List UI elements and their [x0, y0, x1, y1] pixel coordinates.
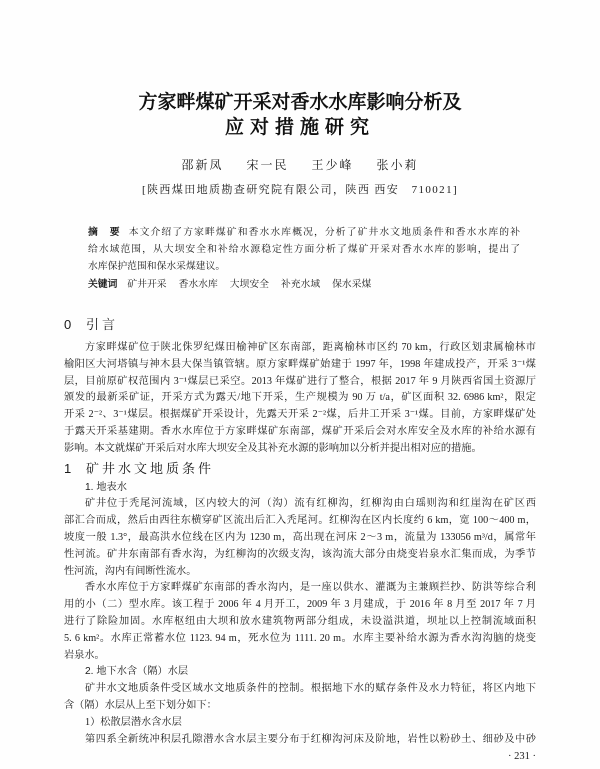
reservoir-paragraph [64, 580, 536, 664]
abstract-label: 摘 要 [88, 227, 121, 238]
text-line: 第四系全新统冲积层孔隙潜水含水层主要分布于红柳沟河床及阶地，岩性以粉砂土、细砂及中砂 [85, 733, 536, 745]
abstract [88, 224, 520, 293]
text-line: 矿井水文地质条件受区域水文地质条件的控制。根据地下水的赋存条件及水力特征，将区内地下 [85, 683, 536, 695]
text-line: 榆阳区大河塔镇与神木县大保当镇管辖。原方家畔煤矿始建于 1997 年，1998 年建成投产，开采 3⁻¹煤 [64, 358, 536, 370]
subsection-heading: 1. 地表水 [85, 481, 127, 493]
body-column [64, 314, 536, 748]
text-line: 坡度一般 1.3°，最高洪水位线在区内为 1230 m，高出现在河床 2～3 m，流量为 133056 m³/d，属常年 [64, 531, 536, 543]
text-line: 性河流，沟内有间断性流水。 [64, 565, 197, 577]
subsection-heading: 2. 地下水含（隔）水层 [85, 666, 189, 678]
text-line: 用的小（二）型水库。该工程于 2006 年 4 月开工，2009 年 3 月建成，于 2016 年 8 月至 2017 年 7 月 [64, 599, 536, 611]
text-line: 开采 2⁻²、3⁻¹煤层。根据煤矿开采设计，先露天开采 2⁻²煤，后井工开采 3⁻¹煤。目前，方家畔煤矿处 [64, 409, 536, 421]
groundwater-paragraph [64, 681, 536, 715]
section-heading [64, 458, 536, 480]
introduction-paragraph [64, 340, 536, 458]
section-title: 引言 [86, 317, 119, 332]
author-name: 宋一民 [246, 158, 289, 172]
text-line: 颁发的最新采矿证，开采方式为露天/地下开采，生产规模为 90 万 t/a，矿区面积 32. 6986 km²，限定 [64, 392, 536, 404]
keywords-label: 关键词 [88, 278, 118, 290]
title-line: 应对措施研究 [224, 117, 375, 138]
paper-title [0, 90, 600, 140]
section-number: 1 [64, 460, 72, 476]
page-number: · 231 · [508, 751, 536, 762]
text-line: 矿井位于秃尾河流域，区内较大的河（沟）流有红柳沟，红柳沟由白瑶则沟和红崖沟在矿区西 [85, 498, 536, 510]
text-line: 岩泉水。 [64, 649, 105, 661]
keyword: 大坝安全 [229, 278, 269, 290]
section-title: 矿井水文地质条件 [86, 460, 215, 476]
text-line: 5. 6 km²。水库正常蓄水位 1123. 94 m，死水位为 1111. 20 m。水库主要补给水源为香水沟沟脑的烧变 [64, 632, 536, 644]
list-item-heading: 1）松散层潜水含水层 [85, 716, 182, 728]
keyword: 矿井开采 [127, 278, 167, 290]
title-line: 方家畔煤矿开采对香水水库影响分析及 [138, 92, 462, 113]
aquifer-paragraph [64, 732, 536, 749]
text-line: 部汇合而成，然后由西往东横穿矿区流出后汇入秃尾河。红柳沟在区内长度约 6 km，宽 100～400 m， [64, 515, 536, 527]
text-line: 层，目前原矿权范围内 3⁻¹煤层已采空。2013 年煤矿进行了整合，根据 2017 年 9 月陕西省国土资源厅 [64, 375, 536, 387]
author-list [0, 156, 600, 174]
author-name: 王少峰 [311, 158, 354, 172]
text-line: 含（隔）水层从上至下划分如下： [64, 699, 217, 711]
author-name: 张小莉 [376, 158, 419, 172]
abstract-line: 给水域范围，从大坝安全和补给水源稳定性方面分析了煤矿开采对香水水库的影响，提出了 [88, 244, 520, 256]
keywords [88, 276, 520, 293]
text-line: 进行了除险加固。水库枢纽由大坝和放水建筑物两部分组成，未设溢洪道，坝址以上控制流域面积 [64, 615, 536, 627]
abstract-line [88, 224, 520, 241]
text-line: 性河流。矿井东南部有香水沟，为红柳沟的次级支沟，该沟流大部分由烧变岩泉水汇集而成，为季节 [64, 548, 536, 560]
affiliation: [陕西煤田地质勘查研究院有限公司，陕西 西安 710021] [141, 184, 459, 196]
text-line: 香水水库位于方家畔煤矿东南部的香水沟内，是一座以供水、灌溉为主兼顾拦抄、防洪等综合利 [85, 582, 536, 594]
section-number: 0 [64, 317, 72, 332]
keyword: 补充水域 [280, 278, 321, 290]
author-name: 邵新凤 [181, 158, 224, 172]
abstract-line: 水库保护范围和保水采煤建议。 [88, 261, 226, 273]
surface-water-paragraph [64, 496, 536, 580]
abstract-text: 本文介绍了方家畔煤矿和香水水库概况，分析了矿井水文地质条件和香水水库的补 [128, 227, 521, 238]
section-heading [64, 314, 536, 336]
text-line: 于露天开采基建期。香水水库位于方家畔煤矿东南部，煤矿开采后会对水库安全及水库的补给水源有 [64, 425, 536, 437]
keyword: 香水水库 [178, 278, 218, 290]
text-line: 影响。本文就煤矿开采后对水库大坝安全及其补充水源的影响加以分析并提出相对应的措施。 [64, 442, 482, 454]
keyword: 保水采煤 [332, 278, 372, 290]
text-line: 方家畔煤矿位于陕北侏罗纪煤田榆神矿区东南部，距离榆林市区约 70 km，行政区划隶属榆林市 [85, 342, 536, 353]
